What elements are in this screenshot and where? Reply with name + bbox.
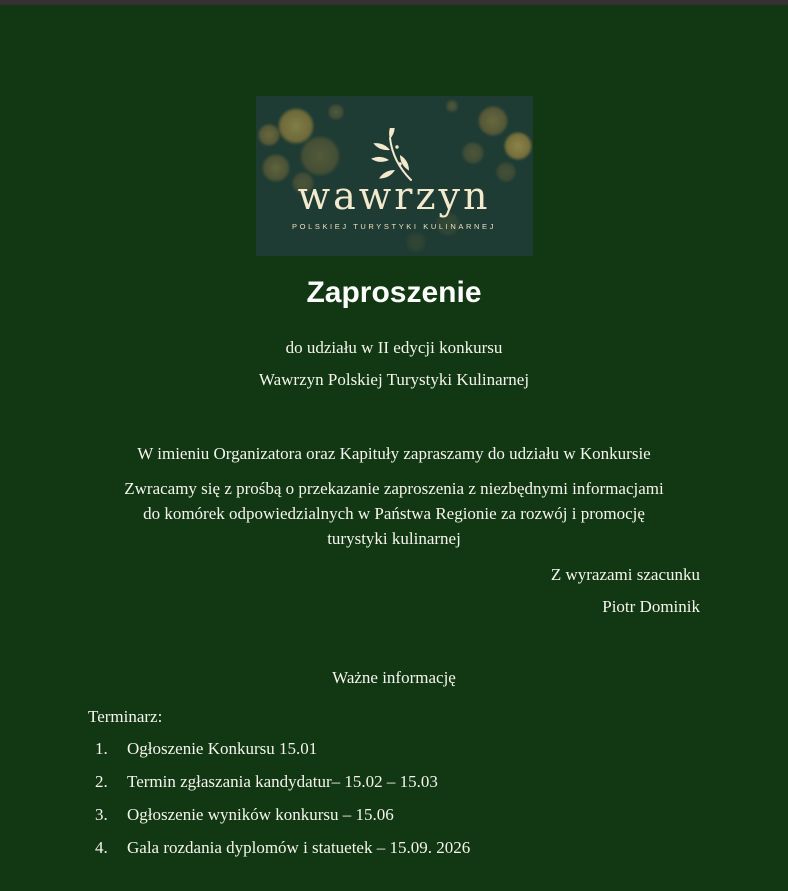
important-info-heading: Ważne informację	[332, 668, 456, 687]
schedule-item	[95, 770, 700, 794]
bokeh-dot	[406, 232, 426, 252]
document-content	[88, 277, 700, 860]
signature-closing: Z wyrazami szacunku	[550, 565, 700, 584]
schedule-item-text: Gala rozdania dyplomów i statuetek – 15.09. 2026	[127, 838, 471, 857]
schedule-item-number: 3.	[95, 805, 108, 824]
schedule-item-text: Ogłoszenie wyników konkursu – 15.06	[127, 805, 394, 824]
subtitle-line-2: Wawrzyn Polskiej Turystyki Kulinarnej	[258, 370, 530, 389]
bokeh-dot	[462, 142, 484, 164]
schedule-item-text: Termin zgłaszania kandydatur– 15.02 – 15.03	[127, 772, 438, 791]
schedule-item	[95, 836, 700, 860]
intro-line: W imieniu Organizatora oraz Kapituły zapraszamy do udziału w Konkursie	[137, 444, 651, 463]
invitation-page	[0, 96, 788, 860]
schedule-item-text: Ogłoszenie Konkursu 15.01	[127, 739, 318, 758]
subtitle-line-1: do udziału w II edycji konkursu	[285, 338, 503, 357]
schedule-item	[95, 737, 700, 761]
schedule-item	[95, 803, 700, 827]
bokeh-dot	[258, 124, 280, 146]
schedule-item-number: 2.	[95, 772, 108, 791]
logo-brand-text: wawrzyn	[297, 174, 491, 218]
bokeh-dot	[478, 106, 508, 136]
bokeh-dot	[504, 132, 532, 160]
bokeh-dot	[328, 104, 344, 120]
page-title: Zaproszenie	[306, 276, 482, 309]
request-paragraph-line-3: turystyki kulinarnej	[327, 529, 461, 548]
bokeh-dot	[300, 136, 340, 176]
request-paragraph-line-2: do komórek odpowiedzialnych w Państwa Regionie za rozwój i promocję	[143, 504, 645, 523]
logo-tagline-text: POLSKIEJ TURYSTYKI KULINARNEJ	[292, 222, 496, 231]
schedule-item-number: 4.	[95, 838, 108, 857]
window-edge-strip	[0, 0, 788, 5]
schedule-label: Terminarz:	[88, 707, 163, 726]
wawrzyn-logo-card	[256, 96, 533, 256]
schedule-list	[88, 737, 700, 860]
signature-name: Piotr Dominik	[602, 597, 700, 616]
schedule-item-number: 1.	[95, 739, 108, 758]
bokeh-dot	[446, 100, 458, 112]
request-paragraph-line-1: Zwracamy się z prośbą o przekazanie zaproszenia z niezbędnymi informacjami	[124, 479, 664, 498]
